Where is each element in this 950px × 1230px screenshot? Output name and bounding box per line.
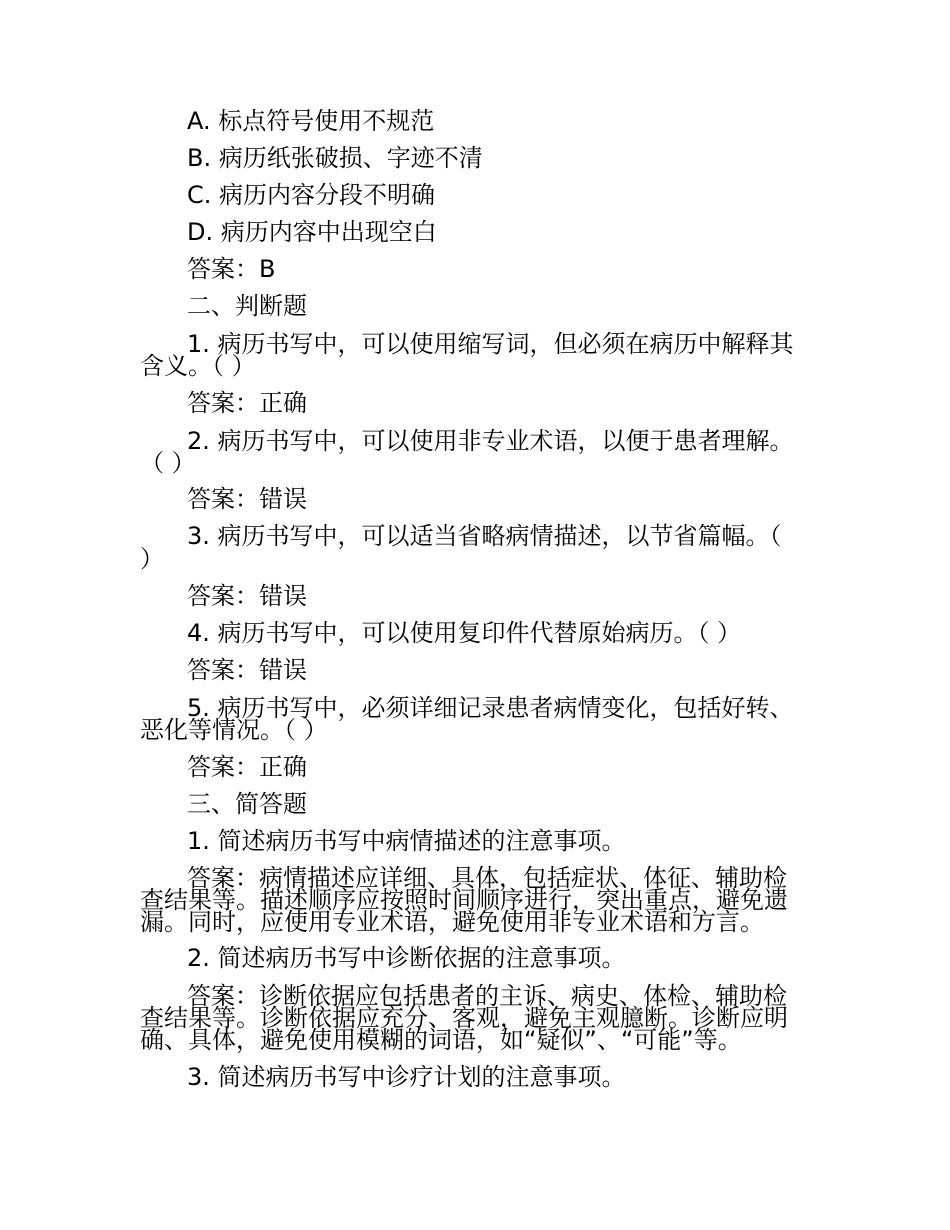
question: 3. 病历书写中，可以适当省略病情描述，以节省篇幅。（ <box>187 522 782 550</box>
option-c: C. 病历内容分段不明确 <box>187 181 436 209</box>
answer: 答案：错误 <box>187 656 307 684</box>
option-b: B. 病历纸张破损、字迹不清 <box>187 144 483 172</box>
question: 2. 简述病历书写中诊断依据的注意事项。 <box>187 944 626 972</box>
option-a: A. 标点符号使用不规范 <box>187 107 435 135</box>
question: 1. 病历书写中，可以使用缩写词，但必须在病历中解释其 <box>187 330 794 358</box>
answer: 答案：正确 <box>187 389 307 417</box>
section-heading: 二、判断题 <box>187 292 307 320</box>
question: 5. 病历书写中，必须详细记录患者病情变化，包括好转、 <box>187 694 794 722</box>
answer: 答案：B <box>187 255 276 283</box>
question: 2. 病历书写中，可以使用非专业术语，以便于患者理解。 <box>187 427 794 455</box>
answer-continuation: 漏。同时，应使用专业术语，避免使用非专业术语和方言。 <box>140 908 764 936</box>
question: 4. 病历书写中，可以使用复印件代替原始病历。（ ） <box>187 619 742 647</box>
answer: 答案：诊断依据应包括患者的主诉、病史、体检、辅助检 <box>187 982 787 1010</box>
answer: 答案：病情描述应详细、具体，包括症状、体征、辅助检 <box>187 864 787 892</box>
question-continuation: 含义。（ ） <box>140 352 256 380</box>
answer: 答案：错误 <box>187 582 307 610</box>
question-continuation: 恶化等情况。（ ） <box>140 716 328 744</box>
option-d: D. 病历内容中出现空白 <box>187 218 437 246</box>
question: 1. 简述病历书写中病情描述的注意事项。 <box>187 827 626 855</box>
answer-continuation: 查结果等。诊断依据应充分、客观，避免主观臆断。诊断应明 <box>140 1004 788 1032</box>
answer: 答案：错误 <box>187 485 307 513</box>
question-continuation: （ ） <box>140 449 196 477</box>
answer: 答案：正确 <box>187 753 307 781</box>
question-continuation: ） <box>140 545 164 573</box>
answer-continuation: 确、具体，避免使用模糊的词语，如“疑似”、“可能”等。 <box>140 1026 742 1054</box>
question: 3. 简述病历书写中诊疗计划的注意事项。 <box>187 1063 626 1091</box>
answer-continuation: 查结果等。描述顺序应按照时间顺序进行，突出重点，避免遗 <box>140 886 788 914</box>
section-heading: 三、简答题 <box>187 790 307 818</box>
